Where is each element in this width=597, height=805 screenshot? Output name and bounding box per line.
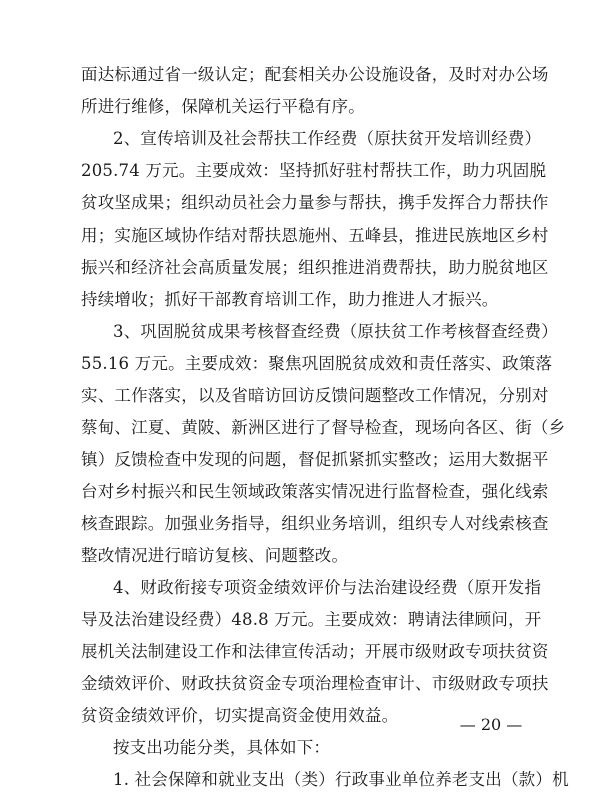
text-line: 用；实施区域协作结对帮扶恩施州、五峰县，推进民族地区乡村 bbox=[81, 226, 549, 245]
page-number: — 20 — bbox=[459, 715, 523, 734]
text-line: 振兴和经济社会高质量发展；组织推进消费帮扶，助力脱贫地区 bbox=[81, 258, 549, 277]
text-line: 展机关法制建设工作和法律宣传活动；开展市级财政专项扶贫资 bbox=[81, 642, 549, 661]
text-line: 贫攻坚成果；组织动员社会力量参与帮扶，携手发挥合力帮扶作 bbox=[81, 193, 549, 212]
text-line: 持续增收；抓好干部教育培训工作，助力推进人才振兴。 bbox=[81, 290, 499, 309]
text-line: 面达标通过省一级认定；配套相关办公设施设备，及时对办公场 bbox=[81, 65, 549, 84]
text-line: 贫资金绩效评价，切实提高资金使用效益。 bbox=[81, 706, 399, 725]
classification-intro-line: 按支出功能分类，具体如下： bbox=[113, 738, 331, 757]
section-2-heading-line: 2、宣传培训及社会帮扶工作经费（原扶贫开发培训经费） bbox=[113, 129, 542, 148]
text-line: 金绩效评价、财政扶贫资金专项治理检查审计、市级财政专项扶 bbox=[81, 674, 549, 693]
text-line: 所进行维修，保障机关运行平稳有序。 bbox=[81, 97, 365, 116]
text-line: 台对乡村振兴和民生领域政策落实情况进行监督检查，强化线索 bbox=[81, 482, 549, 501]
section-3-heading-line: 3、巩固脱贫成果考核督查经费（原扶贫工作考核督查经费） bbox=[113, 322, 558, 341]
classification-item-line: 1. 社会保障和就业支出（类）行政事业单位养老支出（款）机 bbox=[113, 770, 569, 789]
text-line: 核查跟踪。加强业务指导，组织业务培训，组织专人对线索核查 bbox=[81, 514, 549, 533]
text-line: 整改情况进行暗访复核、问题整改。 bbox=[81, 546, 349, 565]
text-line: 导及法治建设经费）48.8 万元。主要成效：聘请法律顾问，开 bbox=[81, 610, 542, 629]
text-line: 55.16 万元。主要成效：聚焦巩固脱贫成效和责任落实、政策落 bbox=[81, 354, 553, 373]
text-line: 蔡甸、江夏、黄陂、新洲区进行了督导检查，现场向各区、街（乡 bbox=[81, 418, 566, 437]
section-4-heading-line: 4、财政衔接专项资金绩效评价与法治建设经费（原开发指 bbox=[113, 578, 542, 597]
text-line: 实、工作落实，以及省暗访回访反馈问题整改工作情况，分别对 bbox=[81, 386, 549, 405]
text-line: 205.74 万元。主要成效：坚持抓好驻村帮扶工作，助力巩固脱 bbox=[81, 161, 547, 180]
text-line: 镇）反馈检查中发现的问题，督促抓紧抓实整改；运用大数据平 bbox=[81, 450, 549, 469]
